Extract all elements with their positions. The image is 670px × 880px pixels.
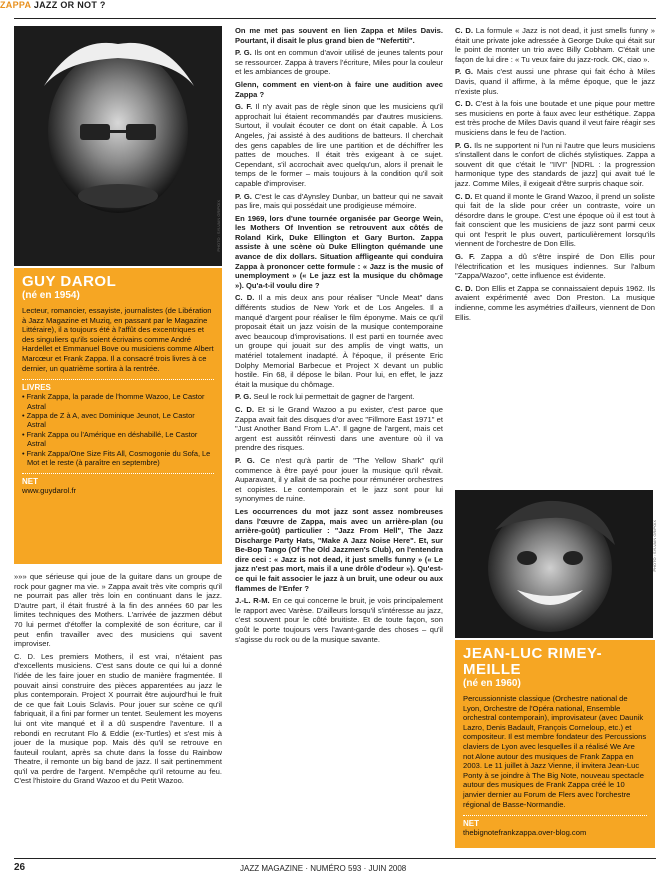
speaker: G. F. <box>455 252 475 262</box>
books-heading: LIVRES <box>22 379 214 392</box>
answer-text: C'est le cas d'Aynsley Dunbar, un batteur qui ne savait pas lire, mais qui possédait une prodigieuse mémoire. <box>235 191 443 211</box>
speaker: C. D. <box>455 99 473 109</box>
speaker: C. D. <box>455 26 473 35</box>
book-item: • Zappa de Z à A, avec Dominique Jeunot, Le Castor Astral <box>22 410 195 430</box>
answer <box>455 284 655 322</box>
answer-text: Zappa a dû s'être inspiré de Don Ellis pour l'électrification et les musiques indiennes. Sur l'album "Zappa/Wazoo", cette influence est évidente. <box>455 252 655 281</box>
jl-rimey-box <box>455 640 655 848</box>
answer-text: Et quand il monte le Grand Wazoo, il prend un soliste qui fait de la slide pour créer un contraste, voire un désordre dans le groupe. C'est une époque où il est tout à fait conscient que les musiciens de jazz sont parmi ceux qui ont l'esprit le plus ouvert, particulièrement lorsqu'ils viennent de l'orchestre de Don Ellis. <box>455 191 655 249</box>
answer-text: Il a mis deux ans pour réaliser "Uncle Meat" dans différents studios de New York et de Los Angeles. Il a manqué d'argent pour réaliser le film éponyme. Mais ce qu'il proposait était un jazz voisin de la musique contemporaine avec beaucoup d'improvisations. Il est parti en tournée avec un groupe qui jouait sur des amplis de vingt watts, un matériel totalement inadapté. À l'époque, il présente Eric Dolphy Memorial Barbecue et Project X devant un public hostile. Fin 68, il dépose le bilan. Pour lui, en effet, le jazz était la musique du chômage. <box>235 293 443 389</box>
speaker: P. G. <box>455 140 472 150</box>
question: On me met pas souvent en lien Zappa et Miles Davis. Pourtant, il disait le plus grand bien de "Nefertiti". <box>235 26 443 45</box>
answer-text: Mais c'est aussi une phrase qui fait écho à Miles Davis, quand il affirme, à la même époque, que le jazz n'existe plus. <box>455 67 655 96</box>
jl-rimey-born: (né en 1960) <box>463 678 521 689</box>
guy-darol-name: GUY DAROL <box>22 273 117 290</box>
guy-darol-born: (né en 1954) <box>22 290 80 301</box>
answer-text: C'est à la fois une boutade et une pique pour mettre ses musiciens en porte à faux avec leur esthétique. Zappa est très proche de Miles Davis quand il veut faire réagir ses musiciens dans le feu de l'action. <box>455 99 655 137</box>
answer-text: Don Ellis et Zappa se connaissaient depuis 1962. Ils avaient expérimenté avec Don Preston. La musique indienne, comme les asymétries d'ailleurs, viennent de Don Ellis. <box>455 283 655 322</box>
speaker: C. D. <box>455 191 473 201</box>
guy-darol-bio: Lecteur, romancier, essayiste, journalistes (de Libération à Jazz Magazine et Muziq, en passant par le Magazine Littéraire), il a toujours été à l'affût des excentriques et des singuliers qu'ils soient écrivains comme André Hardellet et Emmanuel Bove ou musiciens comme Albert Marcœur et Frank Zappa. Il a consacré trois livres à ce dernier, un quatrième sortira à la rentrée. <box>22 306 214 373</box>
answer <box>235 456 443 504</box>
guy-darol-box <box>14 268 222 564</box>
column-2-text <box>235 26 443 647</box>
book-item: • Frank Zappa ou l'Amérique en déshabillé, Le Castor Astral <box>22 429 198 449</box>
footer-magazine: JAZZ MAGAZINE · NUMÉRO 593 · JUIN 2008 <box>240 864 407 873</box>
speaker: C. D. <box>235 404 255 414</box>
speaker: P. G. <box>455 67 474 77</box>
answer <box>455 192 655 250</box>
answer <box>235 293 443 389</box>
answer-text: Et si le Grand Wazoo a pu exister, c'est parce que Zappa avait fait des disques d'or avec "Fillmore East 1971" et "Just Another Band From L.A". Il gagne de l'argent, mais cet argent est aussitôt réinvesti dans une aventure où il va prendre des risques. <box>235 404 443 453</box>
jl-rimey-net-link[interactable]: thebignotefrankzappa.over-blog.com <box>463 828 587 838</box>
paragraph: C. D. Les premiers Mothers, il est vrai, n'étaient pas d'excellents musiciens. C'est sans doute ce qui lui a donné l'idée de les faire jouer en studio de manière fragmentée. Il pouvait ainsi construire des pièces apparentées au jazz le plus contemporain. Project X pourrait être aujourd'hui le fruit de ce que fait Louis Sclavis. Pour jouer sur scène ce qu'il fabriquait, il a fini par former un tentet. Seulement les moyens lui ont vite manqué et il a dû suspendre l'aventure. Il a rebondi en recrutant Flo & Eddie (ex-Turtles) et s'est mis à jouer de la musique pop. Mais dès qu'il se retrouve en fauteuil roulant, après sa chute dans la fosse du Rainbow Theatre, il remonte un big band de jazz. Il sait pertinemment qu'il va perdre de l'argent. N'empêche qu'il retourne au feu. C'est l'histoire du Grand Wazoo et du Petit Wazoo. <box>14 651 222 786</box>
answer <box>235 405 443 453</box>
answer-text: Ce n'est qu'à partir de "The Yellow Shark" qu'il commence à être payé pour jouer la musique qu'il rêvait. Auparavant, il y allait de sa poche pour rémunérer orchestres et copistes. Le contemporain et le jazz sont pour lui synonymes de ruine. <box>235 455 444 504</box>
guy-darol-photo <box>14 26 222 266</box>
paragraph: »»» que sérieuse qui joue de la guitare dans un groupe de rock pour gagner ma vie. » Zappa avait très vite compris qu'il ne pourrait pas aller très loin en continuant dans le jazz. D'autre part, il était frustré à la fin des années 60 par les limites techniques des Mothers. L'arrivée de jazzmen début 70 lui permet d'étoffer la complexité de son écriture, car il peut enfin travailler avec des musiciens qui savent improviser. <box>14 572 222 649</box>
answer <box>455 252 655 281</box>
header-rest: JAZZ OR NOT ? <box>31 0 106 10</box>
speaker: G. F. <box>235 102 253 112</box>
page-header <box>0 0 670 10</box>
books-list <box>22 392 214 467</box>
jl-rimey-photo <box>455 490 653 638</box>
speaker: C. D. <box>235 293 255 303</box>
speaker: P. G. <box>235 392 252 402</box>
speaker: P. G. <box>235 455 255 465</box>
header-rule <box>14 18 656 19</box>
answer <box>235 596 443 644</box>
header-brand: ZAPPA <box>0 0 32 10</box>
speaker: P. G. <box>235 191 252 201</box>
question: Glenn, comment en vient-on à faire une audition avec Zappa ? <box>235 79 443 99</box>
answer <box>235 392 443 402</box>
jl-rimey-name: JEAN-LUC RIMEY-MEILLE <box>463 645 603 678</box>
answer <box>235 48 443 77</box>
answer <box>455 99 655 137</box>
answer <box>235 102 443 188</box>
answer-text: La formule « Jazz is not dead, it just smells funny » était une private joke adressée à George Duke qui était sur le point de monter un trio avec Billy Cobham. C'était une façon de lui dire : « Tu veux faire du jazz-rock. OK, ciao ». <box>455 26 655 64</box>
book-item: • Frank Zappa/One Size Fits All, Cosmogonie du Sofa, Le Mot et le reste (à paraître en septembre) <box>22 448 211 467</box>
answer-text: Ils ne supportent ni l'un ni l'autre que leurs musiciens s'installent dans le confort de clichés stylistiques. Zappa a souvent dit que c'était le "IIVI" [NDRL : la progression harmonique type des standards de jazz] qui avait tué le jazz. Comme Miles, il exigeait d'être surpris chaque soir. <box>455 140 656 188</box>
jl-rimey-net-heading: NET <box>463 815 647 828</box>
guy-darol-net-heading: NET <box>22 473 214 486</box>
page-number: 26 <box>14 862 26 873</box>
answer <box>455 141 655 189</box>
speaker: J.-L. R-M. <box>235 596 270 606</box>
guy-darol-photo-credit: PHOTO : SYLVAIN GRIPOIX <box>216 200 221 252</box>
book-item: • Frank Zappa, la parade de l'homme Wazoo, Le Castor Astral <box>22 392 205 411</box>
jl-rimey-bio: Percussionniste classique (Orchestre national de Lyon, Orchestre de l'Opéra national, Ensemble orchestral contemporain), improvisateur (avec Daunik Lazro, Denis Badault, François Corneloup, etc.) et compositeur. Il est membre fondateur des Percussions claviers de Lyon avec lesquelles il a réalisé We Are not Alone autour des musiques de Frank Zappa en 2003. Le 11 juillet à Jazz Vienne, il invitera Jean-Luc Ponty à se joindre à The Big Note, nouveau spectacle autour des musiques de Frank Zappa créé le 10 janvier dernier au Forum de Flers avec l'orchestre régional de Basse-Normandie. <box>463 694 647 809</box>
column-3-text <box>455 26 655 325</box>
answer <box>455 26 655 64</box>
answer-text: Seul le rock lui permettait de gagner de l'argent. <box>251 392 415 402</box>
footer-rule <box>14 858 656 859</box>
answer-text: Il n'y avait pas de règle sinon que les musiciens qu'il approchait lui étaient recommandés par d'autres musiciens. Surtout, il voulait écouter ce dont on était capable. À Los Angeles, j'ai assisté à des auditions de batteurs. Il cherchait des gens capables de lire une partition et de déchiffrer les pattes de mouches. Il était très exigeant à ce sujet. Cependant, s'il accrochait avec quelqu'un, alors il prenait le temps de le former – mais toujours à la condition qu'il soit capable d'improviser. <box>235 102 443 188</box>
column-1-text <box>14 572 222 789</box>
answer-text: Ils ont en commun d'avoir utilisé de jeunes talents pour se ressourcer. Zappa à travers l'écriture, Miles pour la couleur et les ambiances de groupe. <box>235 48 443 77</box>
speaker: C. D. <box>455 283 473 293</box>
answer-text: En ce qui concerne le bruit, je vois principalement le rapport avec Varèse. D'ailleurs lorsqu'il s'intéresse au jazz, c'est souvent pour le côté bruitiste. Et de toute façon, son goût le porte toujours vers l'avant-garde des choses – qu'il s'agisse du rock ou de la musique savante. <box>235 596 443 644</box>
question: En 1969, lors d'une tournée organisée par George Wein, les Mothers Of Invention se retrouvent aux côtés de Roland Kirk, Duke Ellington et Gary Burton. Zappa assiste à une scène où Duke Ellington quémande une avance de dix dollars. Situation affligeante qui conduira Zappa à prononcer cette formule : « Jazz is the music of unemployment » (« Le jazz est la musique du chômage »). Qu'a-t-il voulu dire ? <box>235 213 443 290</box>
speaker: P. G. <box>235 48 252 58</box>
jl-rimey-photo-credit: PHOTO : SYLVAIN GRIPOIX <box>652 520 657 572</box>
answer <box>455 67 655 96</box>
answer <box>235 192 443 211</box>
question: Les occurrences du mot jazz sont assez nombreuses dans l'œuvre de Zappa, mais avec un arrière-plan (ou arrière-goût) particulier : "Jazz From Hell", The Jazz Discharge Party Hats, "Make A Jazz Noise Here". Et, sur Be-Bop Tango (Of The Old Jazzmen's Club), on l'entendra dire ceci : « Jazz is not dead, it just smells funny » (« Le jazz n'est pas mort, mais il a une drôle d'odeur »). Qu'est-ce qui le fait associer le jazz à un bruit, une odeur ou aux flammes de l'Enfer ? <box>235 506 443 593</box>
guy-darol-net-link[interactable]: www.guydarol.fr <box>22 486 77 496</box>
